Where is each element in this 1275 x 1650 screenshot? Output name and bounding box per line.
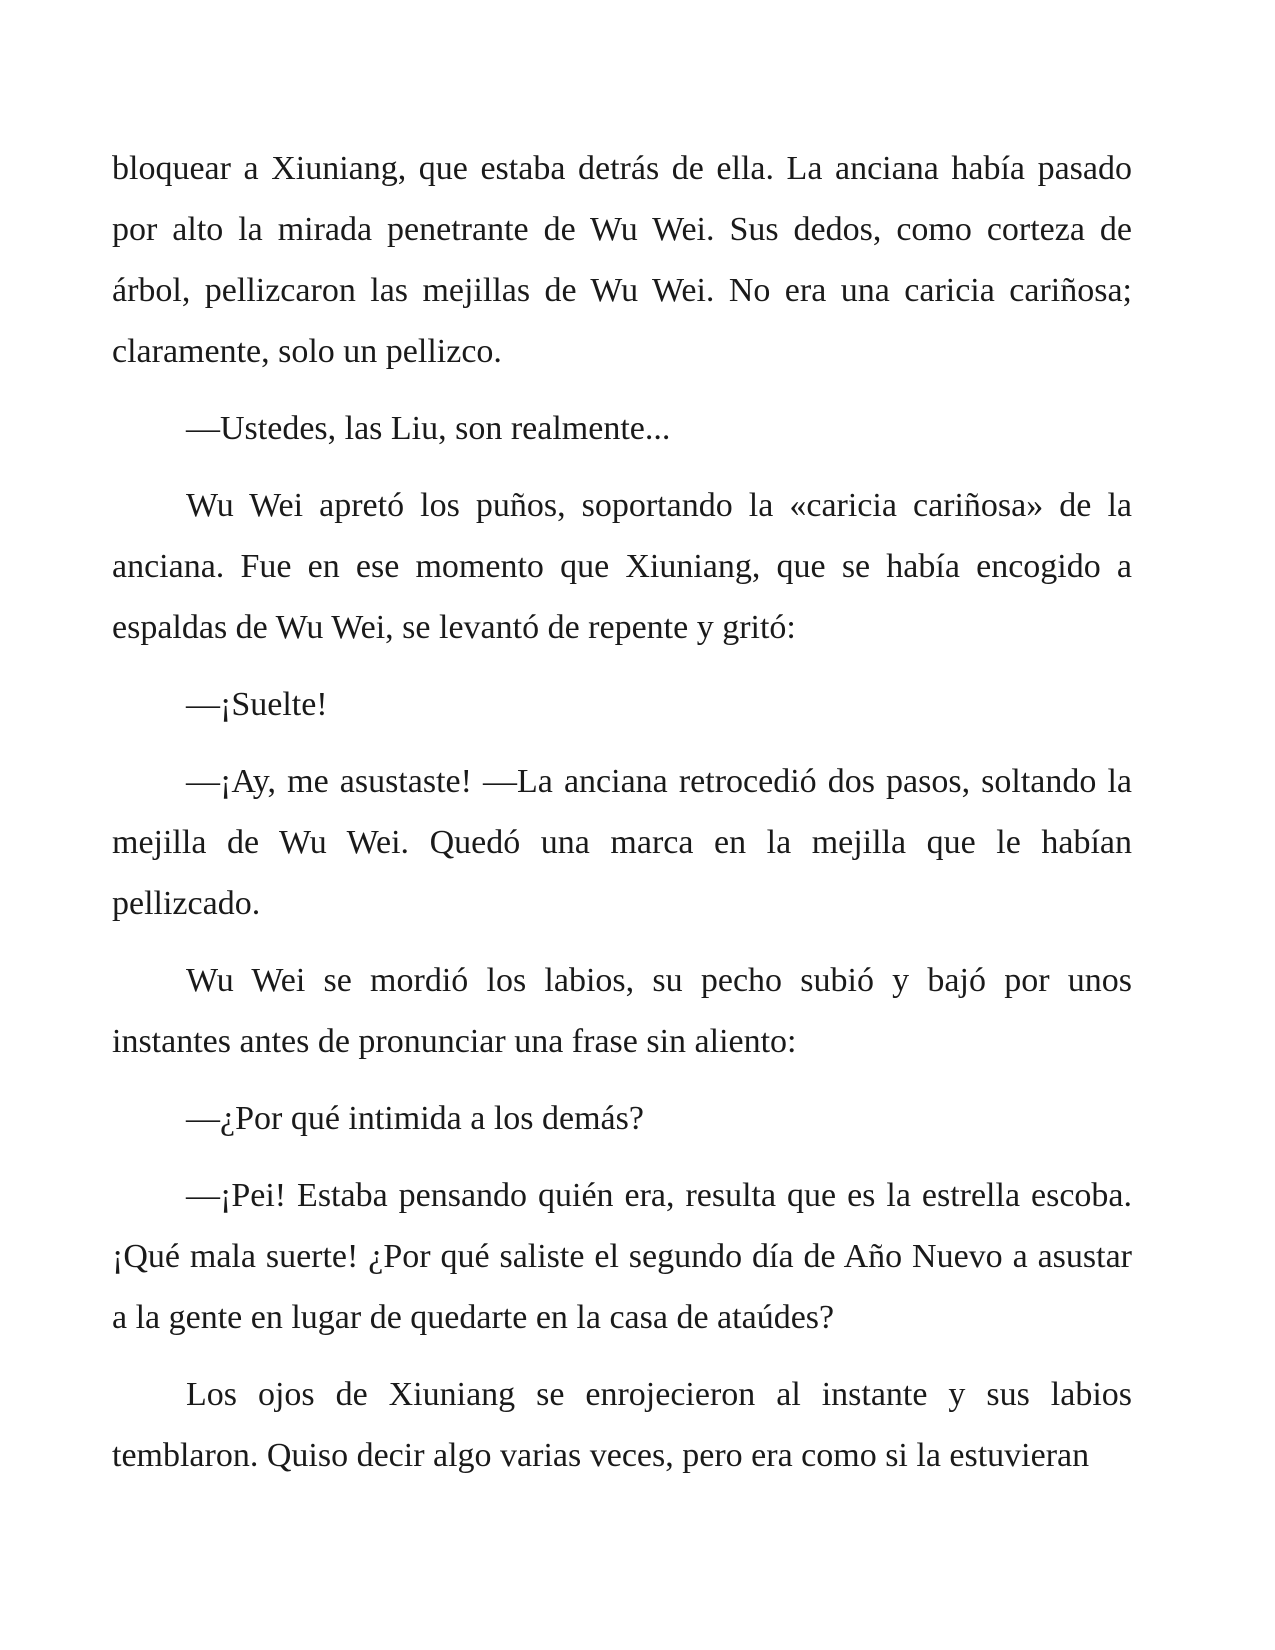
paragraph-dialogue: —¡Pei! Estaba pensando quién era, resulta que es la estrella escoba. ¡Qué mala suerte! ¿Por qué saliste el segundo día de Año Nuevo a asustar a la gente en lugar de quedarte en la casa de ataúdes? <box>112 1177 1132 1336</box>
paragraph-dialogue: —¡Suelte! <box>186 686 328 723</box>
paragraph: Wu Wei apretó los puños, soportando la «caricia cariñosa» de la anciana. Fue en ese momento que Xiuniang, que se había encogido a espaldas de Wu Wei, se levantó de repente y gritó: <box>112 487 1132 646</box>
paragraph-dialogue: —¡Ay, me asustaste! —La anciana retrocedió dos pasos, soltando la mejilla de Wu Wei. Quedó una marca en la mejilla que le habían pellizcado. <box>112 763 1132 922</box>
paragraph-continuation: bloquear a Xiuniang, que estaba detrás de ella. La anciana había pasado por alto la mirada penetrante de Wu Wei. Sus dedos, como corteza de árbol, pellizcaron las mejillas de Wu Wei. No era una caricia cariñosa; claramente, solo un pellizco. <box>112 150 1132 370</box>
paragraph: Los ojos de Xiuniang se enrojecieron al instante y sus labios temblaron. Quiso decir algo varias veces, pero era como si la estuvieran <box>112 1376 1132 1474</box>
paragraph: Wu Wei se mordió los labios, su pecho subió y bajó por unos instantes antes de pronunciar una frase sin aliento: <box>112 962 1132 1060</box>
paragraph-dialogue: —Ustedes, las Liu, son realmente... <box>186 410 671 447</box>
body-text <box>112 138 1132 1502</box>
paragraph-dialogue: —¿Por qué intimida a los demás? <box>186 1100 644 1137</box>
